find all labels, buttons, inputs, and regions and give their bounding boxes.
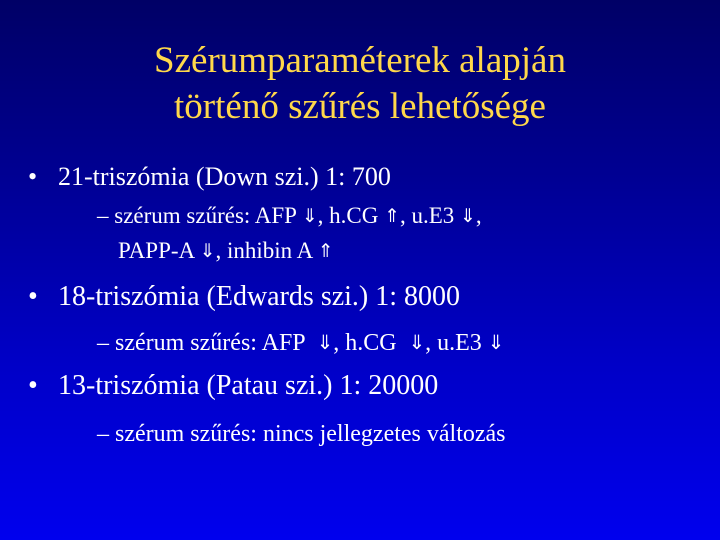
sub-text: , inhibin A — [215, 238, 312, 263]
sub-text: , h.CG — [333, 330, 397, 356]
sub-text: PAPP-A — [118, 238, 194, 263]
bullet-text: 18-triszómia (Edwards szi.) 1: 8000 — [58, 281, 461, 312]
sub-down-line-2 — [118, 238, 334, 264]
bullet-down-syndrome — [28, 162, 391, 192]
sub-text: szérum szűrés: AFP — [115, 330, 305, 356]
down-arrow-icon: ⇓ — [408, 331, 426, 355]
sub-text: szérum szűrés: AFP — [114, 203, 297, 228]
slide-title — [0, 38, 720, 130]
up-arrow-icon: ⇑ — [384, 205, 400, 228]
bullet-dot: • — [28, 162, 38, 191]
sub-dash: – — [97, 203, 109, 228]
bullet-dot: • — [28, 281, 38, 312]
bullet-text: 13-triszómia (Patau szi.) 1: 20000 — [58, 370, 439, 401]
sub-text: szérum szűrés: nincs jellegzetes változás — [115, 421, 506, 447]
bullet-edwards-syndrome — [28, 281, 460, 313]
sub-patau-line — [97, 421, 506, 448]
sub-text: , — [475, 203, 482, 228]
sub-text: , u.E3 — [399, 203, 455, 228]
down-arrow-icon: ⇓ — [316, 331, 334, 355]
bullet-dot: • — [28, 370, 38, 401]
sub-text: , h.CG — [317, 203, 379, 228]
sub-down-line-1 — [97, 203, 482, 229]
sub-edwards-line — [97, 330, 504, 357]
bullet-patau-syndrome — [28, 370, 438, 402]
down-arrow-icon: ⇓ — [301, 205, 318, 228]
down-arrow-icon: ⇓ — [487, 331, 505, 355]
bullet-text: 21-triszómia (Down szi.) 1: 700 — [58, 162, 391, 191]
sub-dash: – — [97, 421, 109, 447]
title-line-1: Szérumparaméterek alapján — [154, 40, 566, 81]
down-arrow-icon: ⇓ — [460, 205, 476, 228]
up-arrow-icon: ⇑ — [317, 240, 334, 263]
down-arrow-icon: ⇓ — [199, 240, 216, 263]
sub-dash: – — [97, 330, 109, 356]
sub-text: , u.E3 — [425, 330, 482, 356]
title-line-2: történő szűrés lehetősége — [174, 86, 546, 127]
